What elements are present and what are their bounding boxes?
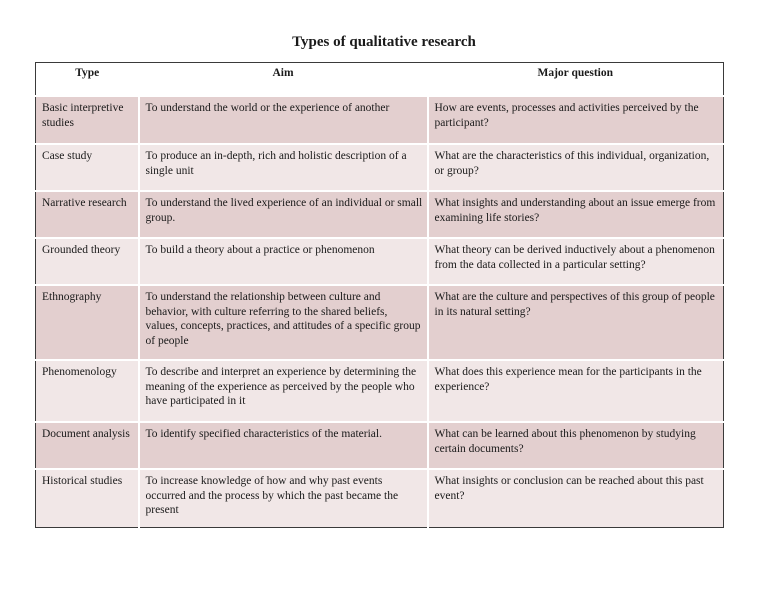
type-cell: Document analysis (36, 422, 139, 469)
aim-cell: To produce an in-depth, rich and holistic description of a single unit (139, 144, 428, 191)
question-cell: How are events, processes and activities perceived by the participant? (428, 96, 724, 144)
type-cell: Phenomenology (36, 360, 139, 422)
type-cell: Ethnography (36, 285, 139, 360)
table-row (36, 191, 724, 238)
header-major-question: Major question (428, 63, 724, 97)
document-title: Types of qualitative research (292, 34, 476, 50)
type-cell: Narrative research (36, 191, 139, 238)
question-cell: What are the characteristics of this individual, organization, or group? (428, 144, 724, 191)
aim-cell: To understand the lived experience of an individual or small group. (139, 191, 428, 238)
question-cell: What can be learned about this phenomenon by studying certain documents? (428, 422, 724, 469)
qualitative-research-table (35, 62, 724, 528)
table-row (36, 238, 724, 285)
aim-cell: To increase knowledge of how and why past events occurred and the process by which the past became the present (139, 469, 428, 528)
table-row (36, 422, 724, 469)
question-cell: What insights or conclusion can be reached about this past event? (428, 469, 724, 528)
aim-cell: To understand the relationship between culture and behavior, with culture referring to the shared beliefs, values, concepts, practices, and attitudes of a specific group of people (139, 285, 428, 360)
table-row (36, 360, 724, 422)
type-cell: Case study (36, 144, 139, 191)
question-cell: What insights and understanding about an issue emerge from examining life stories? (428, 191, 724, 238)
question-cell: What does this experience mean for the participants in the experience? (428, 360, 724, 422)
type-cell: Historical studies (36, 469, 139, 528)
type-cell: Grounded theory (36, 238, 139, 285)
table-header-row (36, 63, 724, 97)
aim-cell: To build a theory about a practice or phenomenon (139, 238, 428, 285)
header-type: Type (36, 63, 139, 97)
type-cell: Basic interpretive studies (36, 96, 139, 144)
question-cell: What are the culture and perspectives of this group of people in its natural setting? (428, 285, 724, 360)
table-row (36, 285, 724, 360)
header-aim: Aim (139, 63, 428, 97)
aim-cell: To describe and interpret an experience by determining the meaning of the experience as perceived by the people who have participated in it (139, 360, 428, 422)
table-row (36, 469, 724, 528)
question-cell: What theory can be derived inductively about a phenomenon from the data collected in a particular setting? (428, 238, 724, 285)
table-row (36, 96, 724, 144)
table-row (36, 144, 724, 191)
aim-cell: To understand the world or the experience of another (139, 96, 428, 144)
aim-cell: To identify specified characteristics of the material. (139, 422, 428, 469)
